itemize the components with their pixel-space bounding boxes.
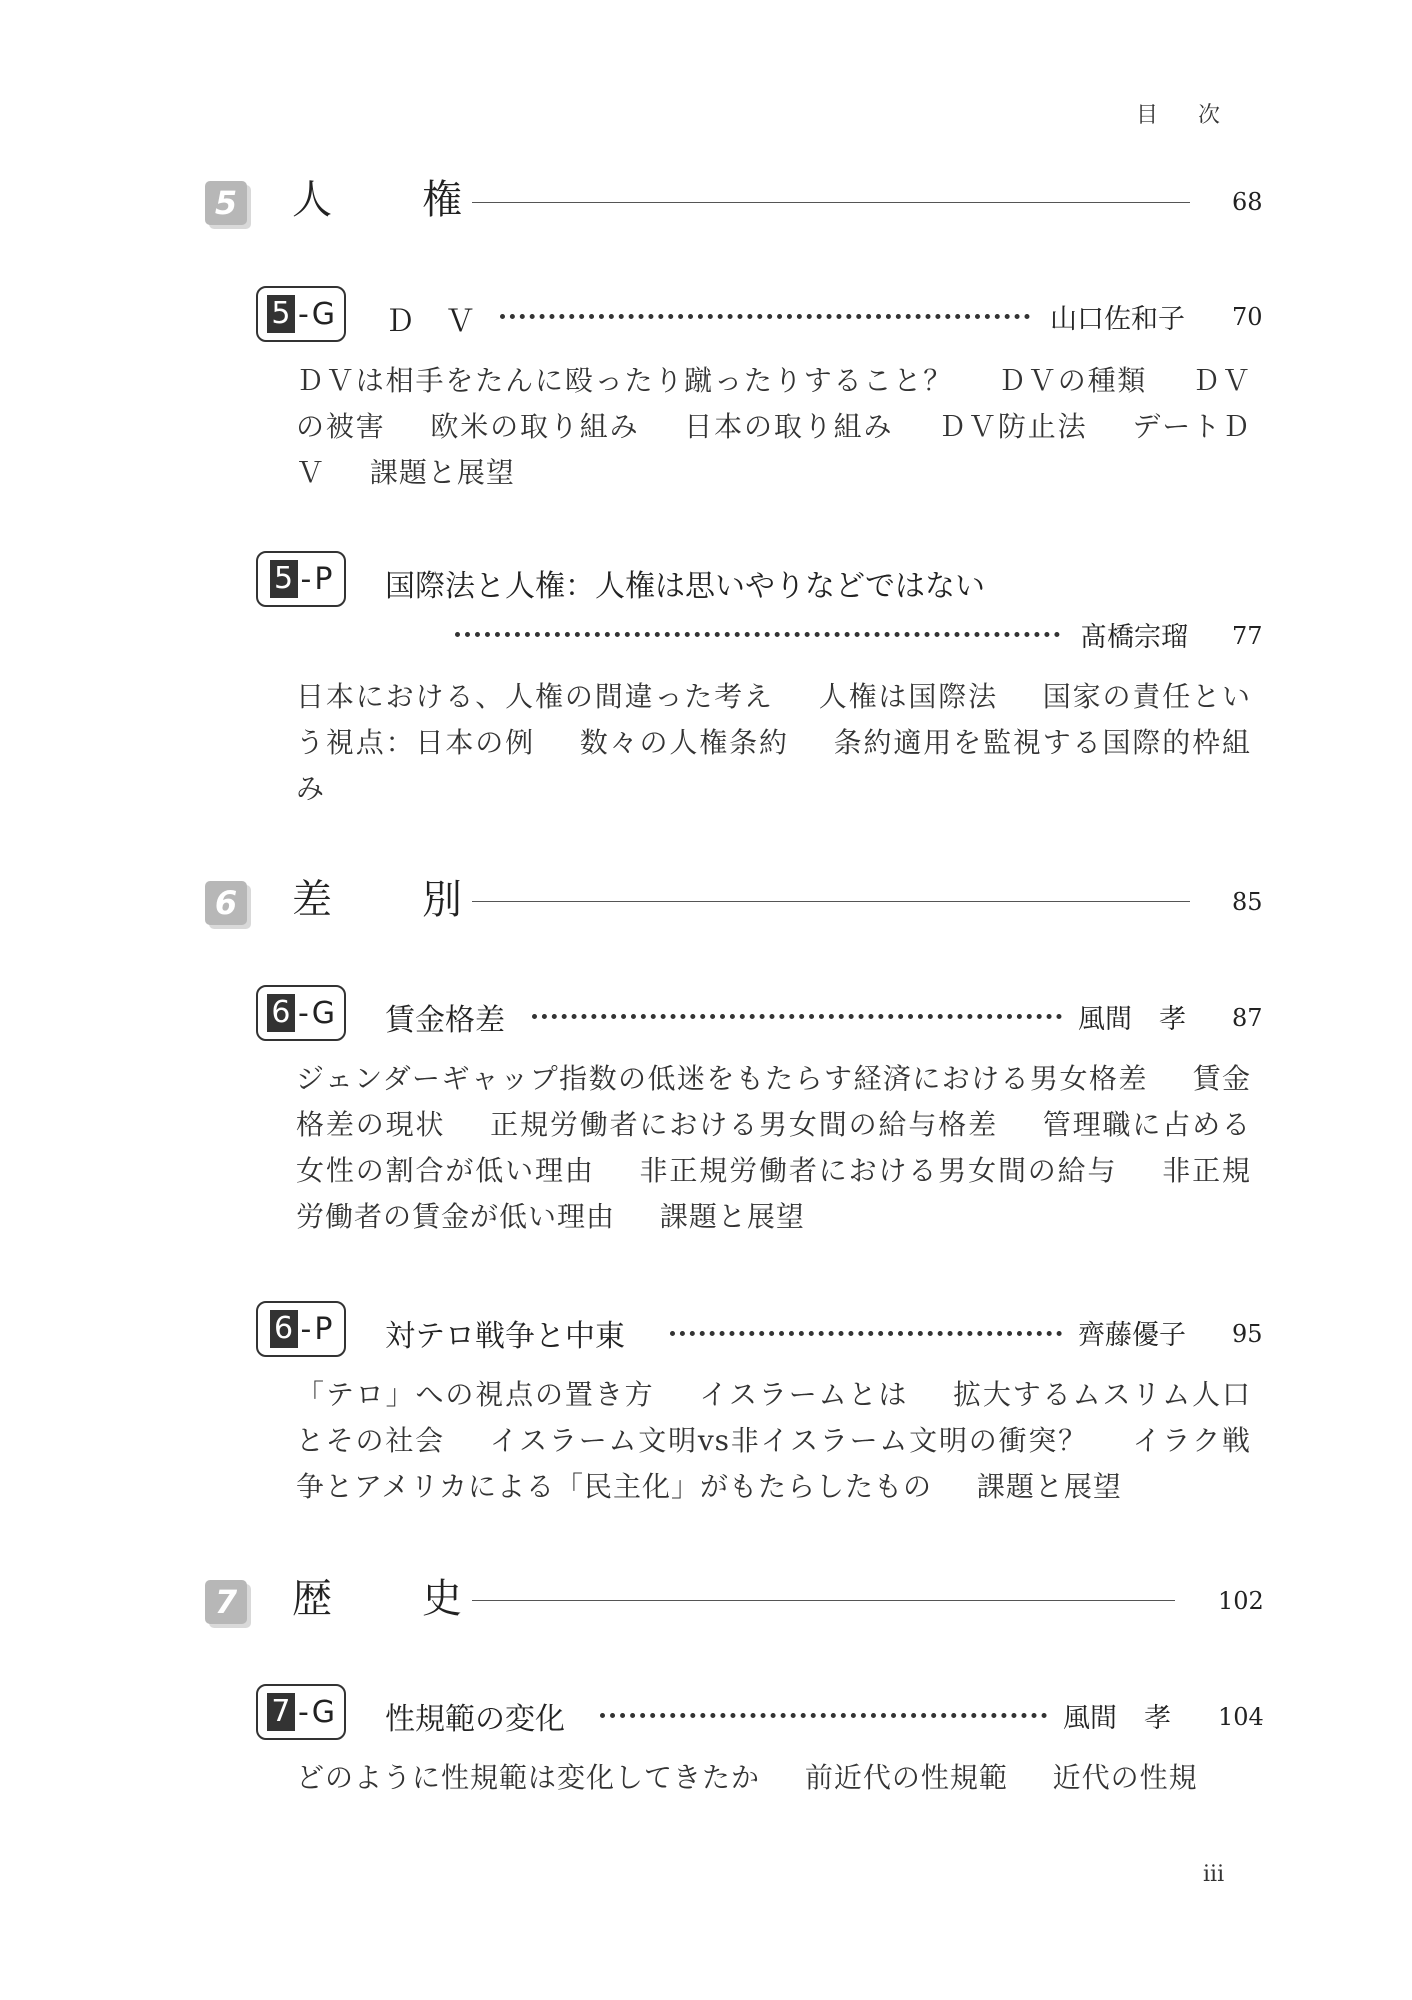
section-code-number: 6 [270, 1310, 298, 1348]
chapter-5-badge: 5 [205, 181, 247, 225]
chapter-5-rule [472, 202, 1190, 203]
section-code-suffix: G [311, 296, 336, 332]
keyword: 課題と展望 [369, 456, 515, 489]
section-5p-page: 77 [1232, 622, 1263, 650]
keyword: 正規労働者における男女間の給与格差 [490, 1108, 998, 1141]
section-code-dash: - [297, 296, 309, 332]
section-code-number: 6 [267, 994, 295, 1032]
section-7g-author: 風間 孝 [1063, 1703, 1171, 1734]
section-5p-author: 髙橋宗瑠 [1080, 622, 1188, 653]
section-code-number: 7 [267, 1693, 295, 1731]
section-5g-keywords [296, 358, 1251, 496]
section-6p-code [256, 1301, 346, 1357]
keyword: 近代の性規 [1052, 1761, 1198, 1794]
keyword: 数々の人権条約 [579, 726, 789, 759]
keyword: 非正規労働者の賃金が低い理由 [296, 1154, 1251, 1233]
keyword: どのように性規範は変化してきたか [296, 1761, 761, 1794]
section-6p-keywords [296, 1372, 1251, 1510]
section-code-suffix: P [314, 1311, 333, 1347]
running-head: 目次 [1136, 103, 1261, 128]
section-code-suffix: G [311, 995, 336, 1031]
chapter-title-char: 人 [292, 177, 332, 223]
section-6p-page: 95 [1232, 1320, 1263, 1348]
chapter-7-rule [472, 1600, 1175, 1601]
section-5p-title: 国際法と人権：人権は思いやりなどではない [385, 569, 985, 604]
page-number: iii [1203, 1862, 1225, 1887]
section-code-number: 5 [270, 560, 298, 598]
section-6p-author: 齊藤優子 [1078, 1320, 1186, 1351]
keyword: 拡大するムスリム人口とその社会 [296, 1378, 1251, 1457]
keyword: 課題と展望 [659, 1200, 805, 1233]
keyword: ＤＶの被害 [296, 364, 1251, 443]
keyword: 前近代の性規範 [804, 1761, 1008, 1794]
chapter-7-page: 102 [1218, 1587, 1264, 1615]
keyword: 日本の取り組み [684, 410, 894, 443]
keyword: ジェンダーギャップ指数の低迷をもたらす経済における男女格差 [296, 1062, 1148, 1095]
keyword: イスラームとは [699, 1378, 909, 1411]
section-5g-code [256, 286, 346, 342]
section-code-suffix: G [311, 1694, 336, 1730]
section-5p-code [256, 551, 346, 607]
chapter-5-title [292, 176, 462, 224]
keyword: イスラーム文明vs非イスラーム文明の衝突？ [489, 1424, 1088, 1457]
chapter-6-title [292, 876, 462, 924]
section-6g-keywords [296, 1056, 1251, 1240]
section-6p-leader [670, 1331, 1062, 1336]
keyword: デートＤＶ [296, 410, 1251, 489]
section-5g-title: Ｄ Ｖ [385, 304, 475, 339]
section-7g-leader [600, 1713, 1047, 1718]
chapter-title-char: 差 [292, 877, 332, 923]
keyword: 「テロ」への視点の置き方 [296, 1378, 655, 1411]
keyword: ＤＶは相手をたんに殴ったり蹴ったりすること？ [296, 364, 954, 397]
section-code-number: 5 [267, 295, 295, 333]
section-code-dash: - [297, 1694, 309, 1730]
section-6g-title: 賃金格差 [385, 1003, 505, 1038]
section-7g-code [256, 1684, 346, 1740]
chapter-title-char: 史 [422, 1576, 462, 1622]
chapter-6-rule [472, 901, 1190, 902]
chapter-title-char: 別 [422, 877, 462, 923]
section-7g-title: 性規範の変化 [385, 1702, 565, 1737]
section-6g-author: 風間 孝 [1078, 1004, 1186, 1035]
section-5g-leader [500, 314, 1030, 319]
chapter-title-char: 権 [422, 177, 462, 223]
keyword: 賃金格差の現状 [296, 1062, 1251, 1141]
section-code-suffix: P [314, 561, 333, 597]
chapter-5-page: 68 [1232, 188, 1263, 216]
section-6p-title: 対テロ戦争と中東 [385, 1319, 625, 1354]
section-5p-leader [455, 632, 1060, 637]
section-5g-page: 70 [1232, 303, 1263, 331]
chapter-7-title [292, 1575, 462, 1623]
keyword: 国家の責任という視点：日本の例 [296, 680, 1251, 759]
section-5g-author: 山口佐和子 [1050, 304, 1185, 335]
keyword: 課題と展望 [976, 1470, 1122, 1503]
section-6g-leader [532, 1014, 1062, 1019]
section-5p-keywords [296, 674, 1251, 812]
chapter-6-badge: 6 [205, 881, 247, 925]
keyword: ＤＶの種類 [997, 364, 1148, 397]
keyword: イラク戦争とアメリカによる「民主化」がもたらしたもの [296, 1424, 1251, 1503]
keyword: ＤＶ防止法 [938, 410, 1088, 443]
section-code-dash: - [297, 995, 309, 1031]
section-code-dash: - [300, 561, 312, 597]
section-code-dash: - [300, 1311, 312, 1347]
keyword: 管理職に占める女性の割合が低い理由 [296, 1108, 1251, 1187]
keyword: 非正規労働者における男女間の給与 [639, 1154, 1118, 1187]
section-6g-code [256, 985, 346, 1041]
section-7g-keywords [296, 1755, 1251, 1801]
chapter-7-badge: 7 [205, 1580, 247, 1624]
chapter-6-page: 85 [1232, 888, 1263, 916]
section-7g-page: 104 [1218, 1703, 1264, 1731]
keyword: 欧米の取り組み [430, 410, 640, 443]
section-6g-page: 87 [1232, 1004, 1263, 1032]
keyword: 人権は国際法 [818, 680, 998, 713]
keyword: 日本における、人権の間違った考え [296, 680, 774, 713]
chapter-title-char: 歴 [292, 1576, 332, 1622]
keyword: 条約適用を監視する国際的枠組み [296, 726, 1251, 805]
